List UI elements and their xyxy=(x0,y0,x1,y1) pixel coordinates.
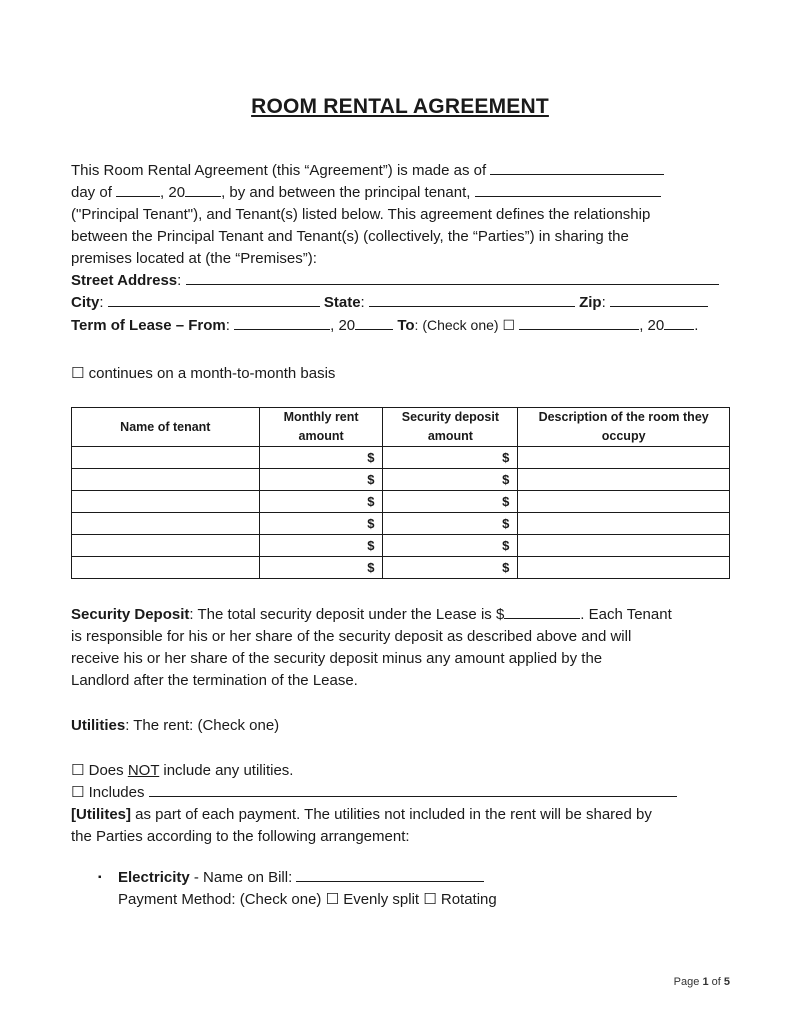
deposit-currency-cell[interactable]: $ xyxy=(383,535,518,557)
term-label: Term of Lease – From xyxy=(71,317,226,334)
month-to-month-option[interactable]: ☐ continues on a month-to-month basis xyxy=(71,365,336,382)
includes-blank[interactable] xyxy=(149,782,677,797)
agreement-date-blank[interactable] xyxy=(490,160,664,175)
table-row xyxy=(72,513,730,535)
utilities-heading xyxy=(71,715,731,737)
intro-between: , by and between the principal tenant, xyxy=(221,184,471,201)
intro-paragraph: This Room Rental Agreement (this “Agreement”) is made as of day of , 20 , by and between the principal tenant, ("Principal Tenant"), and Tenant(s) listed below. This agreement defines the relationship between the Principal Tenant and Tenant(s) (collectively, the “Parties”) in sharing the premises located at (the “Premises”): Street Address: City: State: Zip: Term of Lease – From: , 20 To: (Check one) ☐ , 20 . xyxy=(71,160,731,337)
tenant-name-cell[interactable] xyxy=(72,513,260,535)
term-to-year-prefix: , 20 xyxy=(639,317,665,334)
security-line-3: receive his or her share of the security deposit minus any amount applied by the xyxy=(71,650,603,667)
state-blank[interactable] xyxy=(369,292,575,307)
table-row xyxy=(72,447,730,469)
rent-currency-cell[interactable]: $ xyxy=(259,513,383,535)
room-description-cell[interactable] xyxy=(518,447,730,469)
header-security-deposit: Security deposit amount xyxy=(383,408,518,447)
room-description-cell[interactable] xyxy=(518,535,730,557)
electricity-label: Electricity xyxy=(118,869,190,886)
tenant-name-cell[interactable] xyxy=(72,491,260,513)
room-description-cell[interactable] xyxy=(518,469,730,491)
term-check-one[interactable]: : (Check one) ☐ xyxy=(414,317,516,333)
security-deposit-paragraph xyxy=(71,604,731,692)
deposit-currency-cell[interactable]: $ xyxy=(383,469,518,491)
deposit-currency-cell[interactable]: $ xyxy=(383,491,518,513)
utilities-label: Utilities xyxy=(71,717,126,734)
room-description-cell[interactable] xyxy=(518,557,730,579)
to-label: To xyxy=(397,317,415,334)
term-from-year-blank[interactable] xyxy=(355,315,393,330)
year-blank[interactable] xyxy=(185,182,221,197)
header-monthly-rent: Monthly rent amount xyxy=(259,408,383,447)
option-rest-text: include any utilities. xyxy=(159,762,294,779)
term-period: . xyxy=(694,317,699,334)
state-label: State xyxy=(323,294,361,311)
intro-line-5: premises located at (the “Premises”): xyxy=(71,250,317,267)
day-blank[interactable] xyxy=(116,182,160,197)
of-word: of xyxy=(711,976,721,988)
deposit-currency-cell[interactable]: $ xyxy=(383,447,518,469)
tenant-name-cell[interactable] xyxy=(72,557,260,579)
room-description-cell[interactable] xyxy=(518,491,730,513)
intro-line-3: ("Principal Tenant"), and Tenant(s) listed below. This agreement defines the relationship xyxy=(71,206,651,223)
rent-currency-cell[interactable]: $ xyxy=(259,491,383,513)
tenant-name-cell[interactable] xyxy=(72,535,260,557)
term-from-year-prefix: , 20 xyxy=(330,317,356,334)
not-emphasis: NOT xyxy=(127,762,160,779)
document-title: ROOM RENTAL AGREEMENT xyxy=(251,95,549,118)
security-line-2: is responsible for his or her share of the security deposit as described above and will xyxy=(71,628,632,645)
utilities-tag: [Utilites] xyxy=(71,806,131,823)
term-to-blank[interactable] xyxy=(519,315,639,330)
table-row xyxy=(72,557,730,579)
room-description-cell[interactable] xyxy=(518,513,730,535)
street-address-label: Street Address xyxy=(71,272,178,289)
electricity-name-on-bill: - Name on Bill: xyxy=(189,869,293,886)
security-line-4: Landlord after the termination of the Lease. xyxy=(71,672,358,689)
principal-tenant-blank[interactable] xyxy=(475,182,661,197)
header-name-of-tenant: Name of tenant xyxy=(72,408,260,447)
tenant-name-cell[interactable] xyxy=(72,469,260,491)
intro-day-of: day of xyxy=(71,184,112,201)
security-line-1: : The total security deposit under the Lease is $ xyxy=(189,606,505,623)
city-label: City xyxy=(71,294,100,311)
zip-blank[interactable] xyxy=(610,292,708,307)
page-total: 5 xyxy=(723,976,730,988)
intro-line-1: This Room Rental Agreement (this “Agreement”) is made as of xyxy=(71,162,487,179)
includes-text: ☐ Includes xyxy=(71,784,145,801)
page-number xyxy=(674,976,730,988)
page-current: 1 xyxy=(702,976,709,988)
utilities-check-one: : The rent: (Check one) xyxy=(125,717,280,734)
square-bullet-icon: ▪ xyxy=(98,872,102,884)
street-address-blank[interactable] xyxy=(186,270,719,285)
tenant-table-header-row xyxy=(72,408,730,447)
security-line-1-end: . Each Tenant xyxy=(580,606,672,623)
term-from-blank[interactable] xyxy=(234,315,330,330)
option-checkbox-text: ☐ Does xyxy=(71,762,128,779)
intro-line-4: between the Principal Tenant and Tenant(s) (collectively, the “Parties”) in sharing the xyxy=(71,228,629,245)
electricity-payment-method[interactable]: Payment Method: (Check one) ☐ Evenly split ☐ Rotating xyxy=(118,891,497,908)
header-room-description: Description of the room they occupy xyxy=(518,408,730,447)
electricity-bullet xyxy=(98,867,484,889)
electricity-name-blank[interactable] xyxy=(296,867,484,882)
utilities-line-2: the Parties according to the following arrangement: xyxy=(71,828,410,845)
table-row xyxy=(72,535,730,557)
page-word: Page xyxy=(673,976,700,988)
security-total-blank[interactable] xyxy=(504,604,580,619)
tenant-table xyxy=(71,407,730,579)
utilities-options xyxy=(71,760,731,848)
utilities-line-1: as part of each payment. The utilities not included in the rent will be shared by xyxy=(131,806,652,823)
utilities-option-not-included[interactable] xyxy=(71,760,731,782)
rent-currency-cell[interactable]: $ xyxy=(259,535,383,557)
security-deposit-label: Security Deposit xyxy=(71,606,190,623)
deposit-currency-cell[interactable]: $ xyxy=(383,513,518,535)
city-blank[interactable] xyxy=(108,292,320,307)
table-row xyxy=(72,469,730,491)
rent-currency-cell[interactable]: $ xyxy=(259,447,383,469)
rent-currency-cell[interactable]: $ xyxy=(259,469,383,491)
tenant-name-cell[interactable] xyxy=(72,447,260,469)
table-row xyxy=(72,491,730,513)
zip-label: Zip xyxy=(579,294,602,311)
utilities-option-includes[interactable] xyxy=(71,782,731,804)
deposit-currency-cell[interactable]: $ xyxy=(383,557,518,579)
rent-currency-cell[interactable]: $ xyxy=(259,557,383,579)
intro-year-prefix: , 20 xyxy=(160,184,186,201)
term-to-year-blank[interactable] xyxy=(664,315,694,330)
